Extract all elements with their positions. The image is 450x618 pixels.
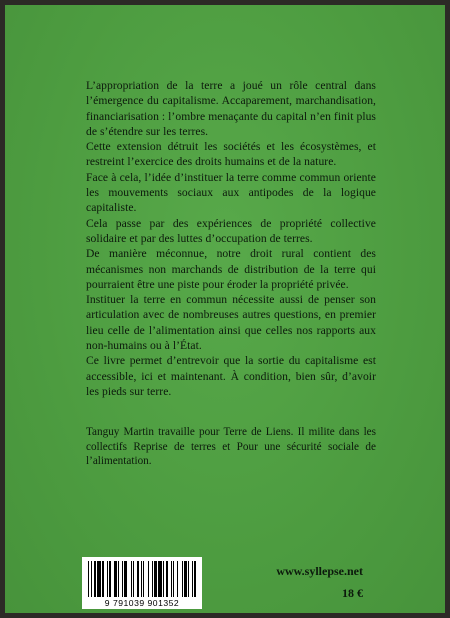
blurb-paragraph-3: Face à cela, l’idée d’instituer la terre comme commun oriente les mouvements sociaux aux antipodes de la logique capitaliste. (86, 170, 376, 215)
blurb-paragraph-5: De manière méconnue, notre droit rural contient des mécanismes non marchands de distribution de la terre qui pourraient être une piste pour éroder la propriété privée. (86, 247, 376, 291)
publisher-website: www.syllepse.net (276, 564, 363, 578)
blurb-paragraph-2: Cette extension détruit les sociétés et les écosystèmes, et restreint l’exercice des droits humains et de la nature. (86, 140, 376, 169)
author-bio (86, 425, 376, 469)
blurb-text (86, 78, 376, 399)
blurb-paragraph-7: Ce livre permet d’entrevoir que la sortie du capitalisme est accessible, ici et maintenant. À condition, bien sûr, d’avoir les pieds sur terre. (86, 354, 376, 398)
isbn-barcode (82, 557, 202, 609)
blurb-paragraph-1: L’appropriation de la terre a joué un rôle central dans l’émergence du capitalisme. Accaparement, marchandisation, financiarisation : l’ombre menaçante du capital n’en finit plus de s’étendre sur les terres. (86, 79, 376, 138)
blurb-paragraph-6: Instituer la terre en commun nécessite aussi de penser son articulation avec de nombreuses autres questions, en premier lieu celle de l’alimentation ainsi que celles nos rapports aux non-humains ou à l’État. (86, 293, 376, 353)
author-bio-text: Tanguy Martin travaille pour Terre de Liens. Il milite dans les collectifs Reprise de terres et Pour une sécurité sociale de l’alimentation. (86, 426, 376, 468)
barcode-bars (88, 561, 196, 597)
blurb-paragraph-4: Cela passe par des expériences de propriété collective solidaire et par des luttes d’occupation de terres. (86, 216, 376, 245)
barcode-bar (194, 561, 195, 597)
back-cover (5, 5, 445, 613)
price: 18 € (342, 586, 363, 600)
isbn-number: 9 791039 901352 (104, 598, 180, 608)
